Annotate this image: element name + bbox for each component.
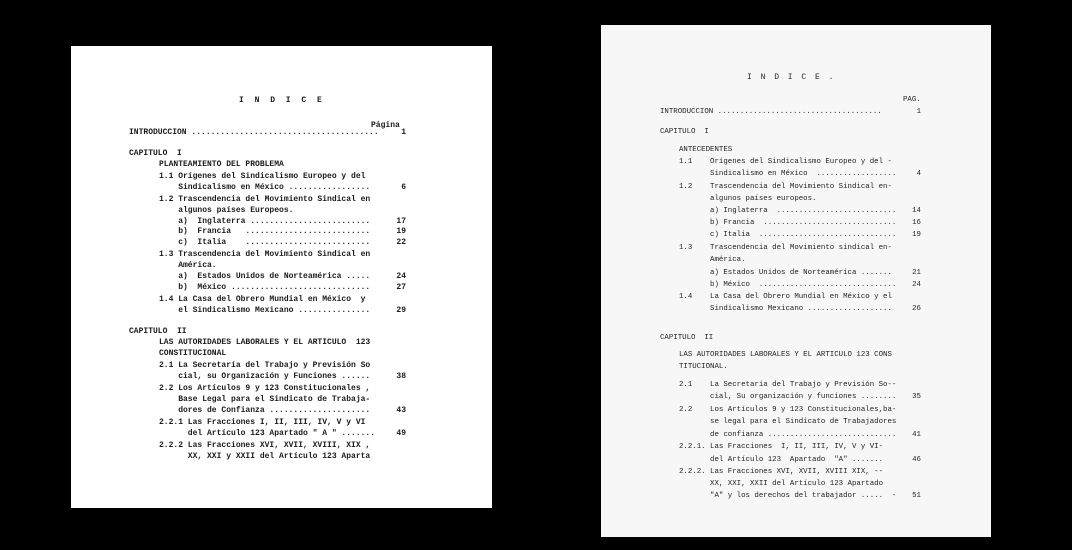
chapter-subtitle: LAS AUTORIDADES LABORALES Y EL ARTICULO 123 CONS: [679, 351, 892, 359]
toc-page: 22: [396, 238, 406, 247]
toc-line: de confianza .............................: [679, 431, 897, 439]
index-title: I N D I C E .: [747, 73, 836, 82]
toc-page: 46: [912, 456, 921, 464]
toc-line: 1.4 La Casa del Obrero Mundial en México y el: [679, 293, 892, 301]
toc-line: a) Inglaterra .........................: [159, 217, 371, 226]
toc-line: algunos países europeos.: [679, 195, 817, 203]
toc-line: b) Francia ..............................: [679, 219, 897, 227]
chapter-subtitle: CONSTITUCIONAL: [159, 349, 227, 358]
toc-page: 1: [916, 108, 921, 116]
toc-line: cial, su Organización y Funciones ......: [159, 372, 371, 381]
toc-page: 6: [401, 183, 406, 192]
toc-line: 2.2.2 Las Fracciones XVI, XVII, XVIII, XIX ,: [159, 441, 371, 450]
toc-line: América.: [159, 261, 217, 270]
chapter-subtitle: PLANTEAMIENTO DEL PROBLEMA: [159, 160, 284, 169]
toc-page: 35: [912, 393, 921, 401]
toc-line: 1.3 Trascendencia del Movimiento Sindical en: [159, 250, 371, 259]
toc-page: 49: [396, 429, 406, 438]
chapter-heading: CAPITULO II: [660, 334, 714, 342]
chapter-heading: CAPITULO I: [660, 128, 709, 136]
toc-line: dores de Confianza .....................: [159, 406, 371, 415]
toc-page: 19: [912, 231, 921, 239]
toc-line: INTRODUCCION .....................................: [660, 108, 882, 116]
toc-line: Sindicalismo Mexicano ...................: [679, 305, 892, 313]
toc-line: c) Italia ..........................: [159, 238, 371, 247]
chapter-subtitle: TITUCIONAL.: [679, 363, 728, 371]
document-page-right: [601, 25, 991, 537]
pag-label: PAG.: [903, 96, 921, 104]
toc-line: 1.4 La Casa del Obrero Mundial en México y: [159, 295, 366, 304]
toc-line: 2.2.1 Las Fracciones I, II, III, IV, V y VI: [159, 418, 366, 427]
toc-page: 38: [396, 372, 406, 381]
toc-line: XX, XXI y XXII del Artículo 123 Aparta: [159, 452, 371, 461]
toc-line: se legal para el Sindicato de Trabajadores: [679, 418, 897, 426]
toc-line: algunos países Europeos.: [159, 206, 294, 215]
toc-page: 16: [912, 219, 921, 227]
document-page-left: [71, 46, 492, 508]
index-title: I N D I C E: [239, 96, 325, 105]
toc-line: América.: [679, 256, 746, 264]
pagina-label: Página: [371, 121, 400, 130]
chapter-subtitle: ANTECEDENTES: [679, 146, 733, 154]
toc-line: a) Inglaterra ...........................: [679, 207, 897, 215]
toc-page: 24: [396, 272, 406, 281]
toc-line: del Artículo 123 Apartado " A " .......: [159, 429, 376, 438]
toc-line: 2.2.2. Las Fracciones XVI, XVII, XVIII XIX, --: [679, 468, 884, 476]
toc-line: 1.2 Trascendencia del Movimiento Sindical en-: [679, 183, 892, 191]
chapter-heading: CAPITULO I: [129, 149, 182, 158]
chapter-subtitle: LAS AUTORIDADES LABORALES Y EL ARTICULO 123: [159, 338, 371, 347]
toc-line: 1.3 Trascendencia del Movimiento sindical en-: [679, 244, 892, 252]
toc-page: 41: [912, 431, 921, 439]
toc-page: 17: [396, 217, 406, 226]
chapter-heading: CAPITULO II: [129, 327, 187, 336]
toc-line: Sindicalismo en México .................: [159, 183, 371, 192]
toc-line: Base Legal para el Sindicato de Trabaja-: [159, 395, 371, 404]
toc-line: INTRODUCCION .......................................: [129, 128, 379, 137]
toc-page: 19: [396, 227, 406, 236]
toc-line: a) Estados Unidos de Norteamérica .......: [679, 269, 892, 277]
toc-page: 14: [912, 207, 921, 215]
toc-line: b) México ...............................: [679, 281, 897, 289]
toc-page: 24: [912, 281, 921, 289]
toc-line: 2.2 Los Artículos 9 y 123 Constitucionales,ba-: [679, 406, 897, 414]
toc-line: b) México .............................: [159, 283, 371, 292]
toc-line: del Artículo 123 Apartado "A" .......: [679, 456, 884, 464]
toc-line: "A" y los derechos del trabajador ..... -: [679, 492, 897, 500]
toc-line: 2.2 Los Artículos 9 y 123 Constitucionales ,: [159, 384, 371, 393]
toc-page: 4: [916, 170, 921, 178]
toc-page: 29: [396, 306, 406, 315]
toc-line: cial, Su organización y funciones ........: [679, 393, 897, 401]
toc-line: Sindicalismo en México ..................: [679, 170, 897, 178]
toc-page: 27: [396, 283, 406, 292]
toc-line: 2.2.1. Las Fracciones I, II, III, IV, V y VI-: [679, 443, 884, 451]
toc-line: b) Francia ..........................: [159, 227, 371, 236]
toc-line: c) Italia ...............................: [679, 231, 897, 239]
toc-line: 2.1 La Secretaría del Trabajo y Previsión So--: [679, 381, 897, 389]
toc-line: 1.2 Trascendencia del Movimiento Sindical en: [159, 195, 371, 204]
toc-page: 21: [912, 269, 921, 277]
toc-line: 1.1 Orígenes del Sindicalismo Europeo y del: [159, 172, 366, 181]
toc-line: 2.1 La Secretaría del Trabajo y Previsión So: [159, 361, 371, 370]
toc-line: el Sindicalismo Mexicano ...............: [159, 306, 371, 315]
toc-line: 1.1 Orígenes del Sindicalismo Europeo y del -: [679, 158, 892, 166]
toc-page: 51: [912, 492, 921, 500]
toc-page: 43: [396, 406, 406, 415]
toc-line: XX, XXI, XXII del Artículo 123 Apartado: [679, 480, 884, 488]
toc-page: 1: [401, 128, 406, 137]
toc-line: a) Estados Unidos de Norteamérica .....: [159, 272, 371, 281]
toc-page: 26: [912, 305, 921, 313]
